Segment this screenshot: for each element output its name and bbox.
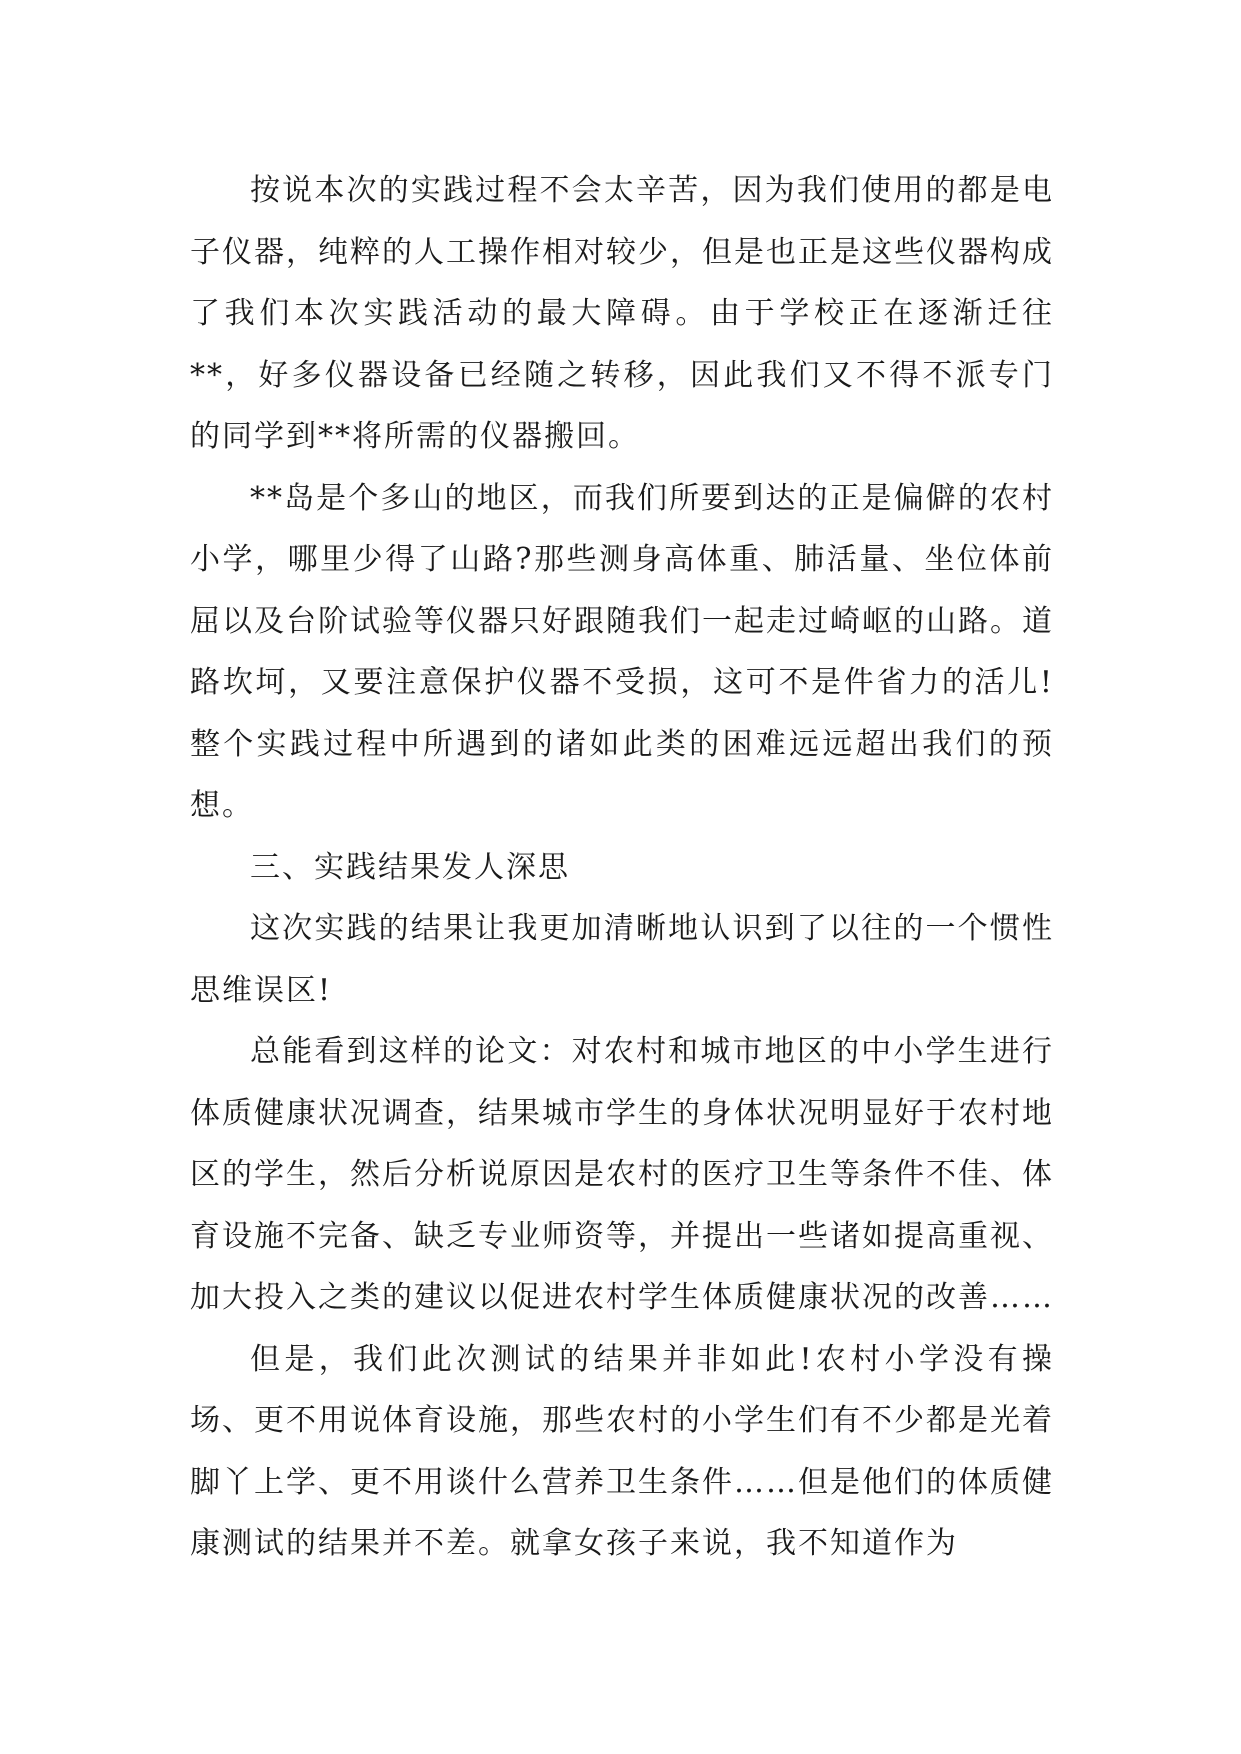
paragraph-thinking-error: 这次实践的结果让我更加清晰地认识到了以往的一个惯性思维误区! [190, 911, 1054, 1008]
paragraph-mountain-road: **岛是个多山的地区，而我们所要到达的正是偏僻的农村小学，哪里少得了山路?那些测身高体重、肺活量、坐位体前屈以及台阶试验等仪器只好跟随我们一起走过崎岖的山路。道路坎坷，又要注意保护仪器不受损，这可不是件省力的活儿!整个实践过程中所遇到的诸如此类的困难远远超出我们的预想。 [190, 480, 1054, 823]
paragraph-instrument-obstacle: 按说本次的实践过程不会太辛苦，因为我们使用的都是电子仪器，纯粹的人工操作相对较少，但是也正是这些仪器构成了我们本次实践活动的最大障碍。由于学校正在逐渐迁往**，好多仪器设备已经随之转移，因此我们又不得不派专门的同学到**将所需的仪器搬回。 [190, 173, 1054, 454]
document-body [190, 160, 1054, 1575]
section-heading-results: 三、实践结果发人深思 [250, 849, 570, 885]
paragraph-common-papers: 总能看到这样的论文：对农村和城市地区的中小学生进行体质健康状况调查，结果城市学生的身体状况明显好于农村地区的学生，然后分析说原因是农村的医疗卫生等条件不佳、体育设施不完备、缺乏专业师资等，并提出一些诸如提高重视、加大投入之类的建议以促进农村学生体质健康状况的改善…… [190, 1034, 1054, 1315]
paragraph-test-results: 但是，我们此次测试的结果并非如此!农村小学没有操场、更不用说体育设施，那些农村的小学生们有不少都是光着脚丫上学、更不用谈什么营养卫生条件……但是他们的体质健康测试的结果并不差。就拿女孩子来说，我不知道作为 [190, 1341, 1054, 1561]
